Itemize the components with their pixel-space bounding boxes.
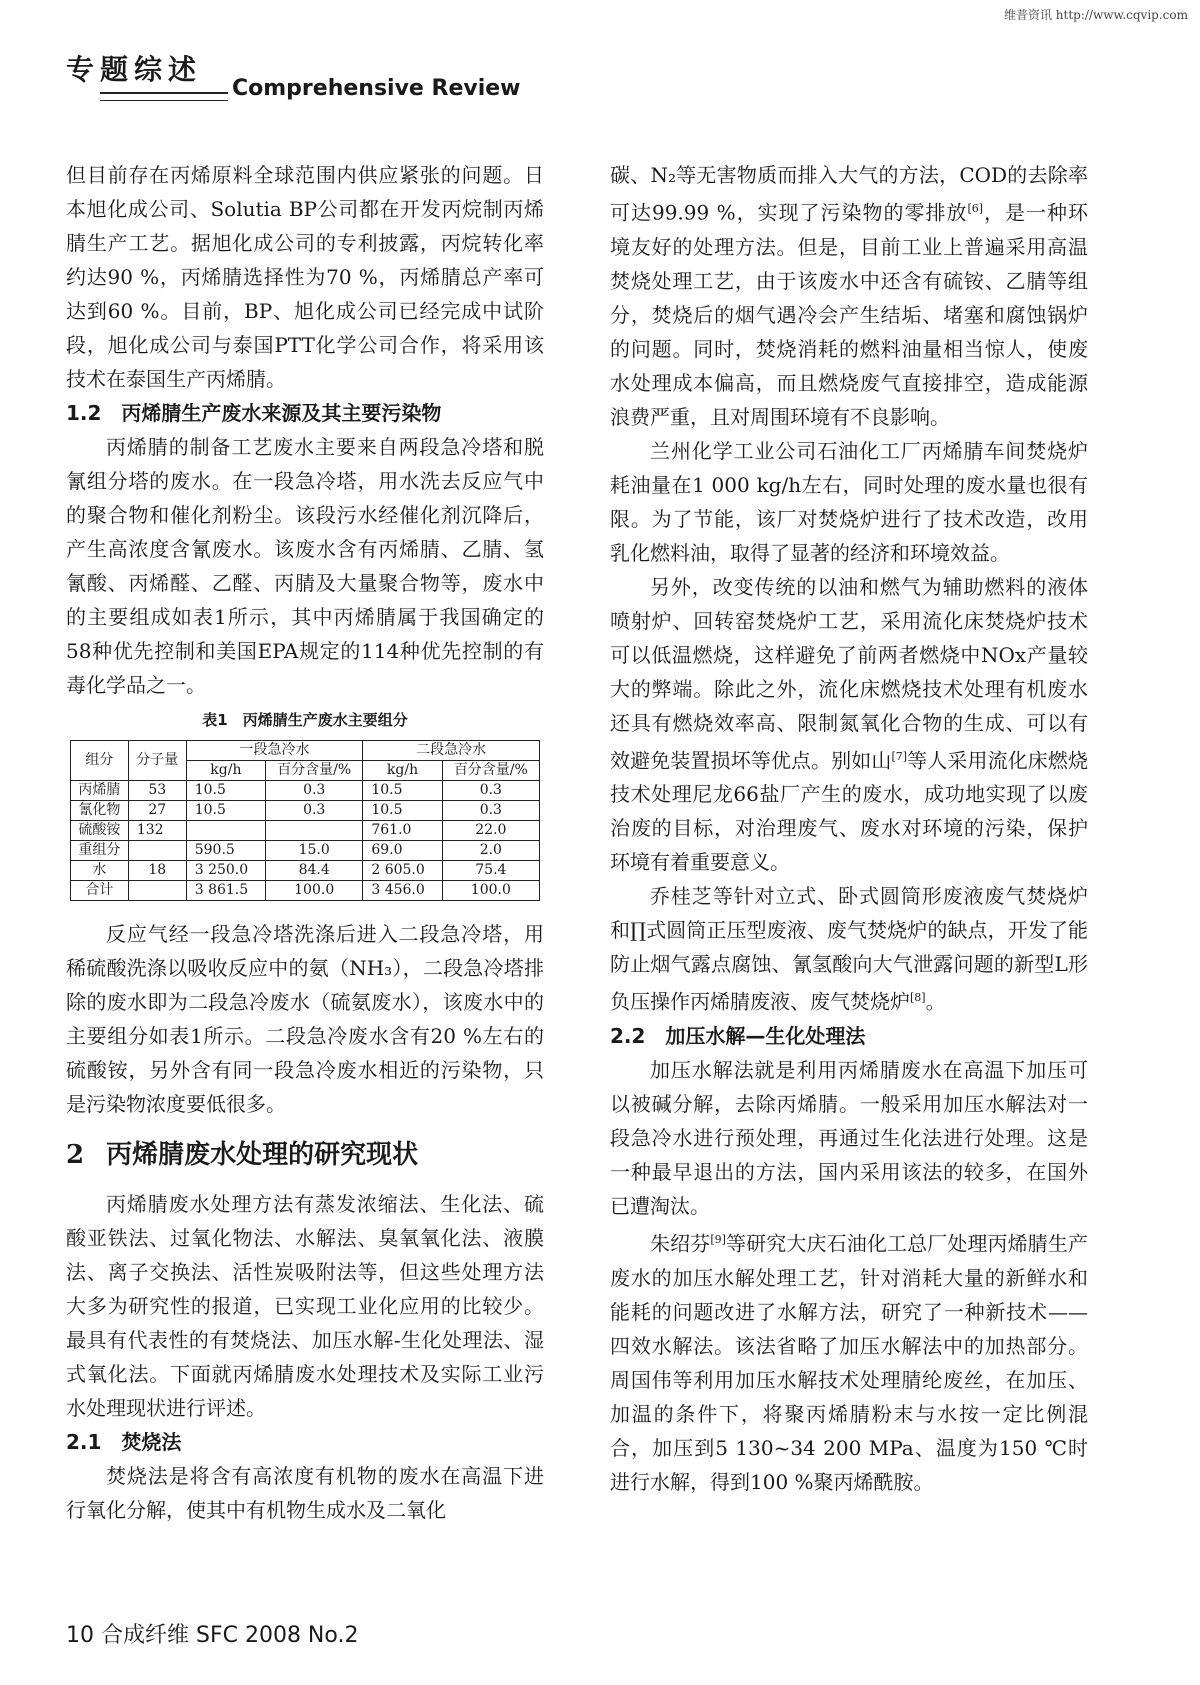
- composition-table: [70, 740, 540, 901]
- text-run: 朱绍芬: [650, 1231, 711, 1256]
- table-header: 组分: [71, 741, 129, 781]
- text-run: 等研究大庆石油化工总厂处理丙烯腈生产废水的加压水解处理工艺，针对消耗大量的新鲜水和能耗的问题改进了水解方法，研究了一种新技术——四效水解法。该法省略了加压水解法中的加热部分。周国伟等利用加压水解技术处理腈纶废丝，在加压、加温的条件下，将聚丙烯腈粉末与水按一定比例混合，加压到5 130~34 200 MPa、温度为150 ℃时进行水解，得到100 %聚丙烯酰胺。: [610, 1231, 1088, 1494]
- table-header: 百分含量/%: [266, 761, 363, 781]
- table-header: kg/h: [363, 761, 442, 781]
- text-run: ，是一种环境友好的处理方法。但是，目前工业上普遍采用高温焚烧处理工艺，由于该废水中还含有硫铵、乙腈等组分，焚烧后的烟气遇冷会产生结垢、堵塞和腐蚀锅炉的问题。同时，焚烧消耗的燃料油量相当惊人，使废水处理成本偏高，而且燃烧废气直接排空，造成能源浪费严重，且对周围环境有不良影响。: [610, 200, 1088, 429]
- paragraph: 反应气经一段急冷塔洗涤后进入二段急冷塔，用稀硫酸洗涤以吸收反应中的氨（NH₃），二段急冷塔排除的废水即为二段急冷废水（硫氨废水），该废水中的主要组分如表1所示。二段急冷废水含有20 %左右的硫酸铵，另外含有同一段急冷废水相近的污染物，只是污染物浓度要低很多。: [66, 922, 544, 1116]
- table-header: 分子量: [128, 741, 186, 781]
- page-footer: 10 合成纤维 SFC 2008 No.2: [66, 1623, 359, 1648]
- paragraph: 丙烯腈废水处理方法有蒸发浓缩法、生化法、硫酸亚铁法、过氧化物法、水解法、臭氧氧化法、液膜法、离子交换法、活性炭吸附法等，但这些处理方法大多为研究性的报道，已实现工业化应用的比较少。最具有代表性的有焚烧法、加压水解-生化处理法、湿式氧化法。下面就丙烯腈废水处理技术及实际工业污水处理现状进行评述。: [66, 1192, 544, 1420]
- table-row: [71, 821, 540, 841]
- section-number: 2: [66, 1140, 85, 1170]
- table-cell: 10.5: [363, 801, 442, 821]
- text-run: 。: [925, 989, 946, 1014]
- table-cell: 丙烯腈: [71, 781, 129, 801]
- subsection-heading-2-2: 2.2 加压水解—生化处理法: [610, 1023, 866, 1048]
- paragraph: 加压水解法就是利用丙烯腈废水在高温下加压可以被碱分解，去除丙烯腈。一般采用加压水解法对一段急冷水进行预处理，再通过生化法进行处理。这是一种最早退出的方法，国内采用该法的较多，在国外已遭淘汰。: [610, 1057, 1088, 1218]
- table-cell: [266, 821, 363, 841]
- table-cell: 氰化物: [71, 801, 129, 821]
- table-cell: 10.5: [186, 801, 265, 821]
- table-row: [71, 781, 540, 801]
- section-title: 丙烯腈废水处理的研究现状: [106, 1140, 419, 1170]
- table-cell: 75.4: [442, 861, 539, 881]
- table-row: [71, 801, 540, 821]
- table-cell: 3 456.0: [363, 881, 442, 901]
- table-cell: 3 861.5: [186, 881, 265, 901]
- text-run: 另外，改变传统的以油和燃气为辅助燃料的液体喷射炉、回转窑焚烧炉工艺，采用流化床焚烧炉技术可以低温燃烧，这样避免了前两者燃烧中NOx产量较大的弊端。除此之外，流化床燃烧技术处理有机废水还具有燃烧效率高、限制氮氧化合物的生成、可以有效避免装置损坏等优点。别如山: [610, 574, 1088, 773]
- paragraph: [610, 158, 1088, 434]
- watermark: 维普资讯 http://www.cqvip.com: [1003, 8, 1188, 22]
- table-cell: 132: [128, 821, 186, 841]
- table-cell: 27: [128, 801, 186, 821]
- table-cell: 590.5: [186, 841, 265, 861]
- table-cell: [186, 821, 265, 841]
- section-header-en: Comprehensive Review: [232, 76, 521, 101]
- table-row: [71, 841, 540, 861]
- section-header-cn: 专题综述: [66, 53, 203, 86]
- table-cell: 15.0: [266, 841, 363, 861]
- left-column: [66, 158, 544, 1527]
- table-cell: 0.3: [442, 781, 539, 801]
- table-cell: 10.5: [363, 781, 442, 801]
- table-cell: 水: [71, 861, 129, 881]
- text-run: 等人采用流化床燃烧技术处理尼龙66盐厂产生的废水，成功地实现了以废治废的目标，对治理废气、废水对环境的污染，保护环境有着重要意义。: [610, 748, 1089, 875]
- paragraph: [610, 879, 1088, 1019]
- table-cell: [128, 841, 186, 861]
- citation-8[interactable]: [8]: [910, 991, 926, 1005]
- table-cell: 53: [128, 781, 186, 801]
- table-cell: 2.0: [442, 841, 539, 861]
- text-run: 碳、N₂等无害物质而排入大气的方法，COD的去除率可达99.99 %，实现了污染物的零排放: [610, 163, 1088, 225]
- paragraph: 但目前存在丙烯原料全球范围内供应紧张的问题。日本旭化成公司、Solutia BP公司都在开发丙烷制丙烯腈生产工艺。据旭化成公司的专利披露，丙烷转化率约达90 %，丙烯腈选择性为70 %，丙烯腈总产率可达到60 %。目前，BP、旭化成公司已经完成中试阶段，旭化成公司与泰国PTT化学公司合作，将采用该技术在泰国生产丙烯腈。: [66, 163, 544, 391]
- right-column: [610, 158, 1088, 1499]
- table-cell: 0.3: [266, 801, 363, 821]
- table-header: 二段急冷水: [363, 741, 540, 761]
- table-cell: 84.4: [266, 861, 363, 881]
- citation-6[interactable]: [6]: [967, 202, 984, 215]
- paragraph: [610, 570, 1088, 880]
- citation-9[interactable]: [9]: [710, 1232, 726, 1246]
- subsection-heading-1-2: 1.2 丙烯腈生产废水来源及其主要污染物: [66, 401, 442, 425]
- paragraph: [610, 1223, 1088, 1499]
- table-cell: 重组分: [71, 841, 129, 861]
- paragraph: 丙烯腈的制备工艺废水主要来自两段急冷塔和脱氰组分塔的废水。在一段急冷塔，用水洗去反应气中的聚合物和催化剂粉尘。该段污水经催化剂沉降后，产生高浓度含氰废水。该废水含有丙烯腈、乙腈、氢氰酸、丙烯醛、乙醛、丙腈及大量聚合物等，废水中的主要组成如表1所示，其中丙烯腈属于我国确定的58种优先控制和美国EPA规定的114种优先控制的有毒化学品之一。: [66, 435, 544, 697]
- table-cell: 合计: [71, 881, 129, 901]
- table-cell: 18: [128, 861, 186, 881]
- table-header: kg/h: [186, 761, 265, 781]
- table-header: 一段急冷水: [186, 741, 363, 761]
- table-cell: 100.0: [266, 881, 363, 901]
- header-rule-thin: [100, 100, 228, 101]
- table-caption: 表1 丙烯腈生产废水主要组分: [202, 711, 408, 729]
- paragraph: 焚烧法是将含有高浓度有机物的废水在高温下进行氧化分解，使其中有机物生成水及二氧化: [66, 1464, 544, 1522]
- table-row: [71, 861, 540, 881]
- table-cell: 22.0: [442, 821, 539, 841]
- subsection-heading-2-1: 2.1 焚烧法: [66, 1430, 182, 1454]
- table-cell: 69.0: [363, 841, 442, 861]
- table-cell: 0.3: [266, 781, 363, 801]
- table-cell: 0.3: [442, 801, 539, 821]
- text-run: 乔桂芝等针对立式、卧式圆筒形废液废气焚烧炉和∏式圆筒正压型废液、废气焚烧炉的缺点，开发了能防止烟气露点腐蚀、氰氢酸向大气泄露问题的新型L形负压操作丙烯腈废液、废气焚烧炉: [610, 884, 1088, 1014]
- citation-7[interactable]: [7]: [891, 749, 908, 763]
- table-cell: [128, 881, 186, 901]
- table-header: 百分含量/%: [442, 761, 539, 781]
- table-cell: 3 250.0: [186, 861, 265, 881]
- header-rule: [100, 92, 228, 94]
- paragraph: 兰州化学工业公司石油化工厂丙烯腈车间焚烧炉耗油量在1 000 kg/h左右，同时处理的废水量也很有限。为了节能，该厂对焚烧炉进行了技术改造，改用乳化燃料油，取得了显著的经济和环境效益。: [610, 438, 1088, 565]
- table-cell: 硫酸铵: [71, 821, 129, 841]
- table-cell: 761.0: [363, 821, 442, 841]
- table-cell: 10.5: [186, 781, 265, 801]
- section-heading-2: [66, 1127, 544, 1183]
- table-cell: 2 605.0: [363, 861, 442, 881]
- table-row: [71, 881, 540, 901]
- table-cell: 100.0: [442, 881, 539, 901]
